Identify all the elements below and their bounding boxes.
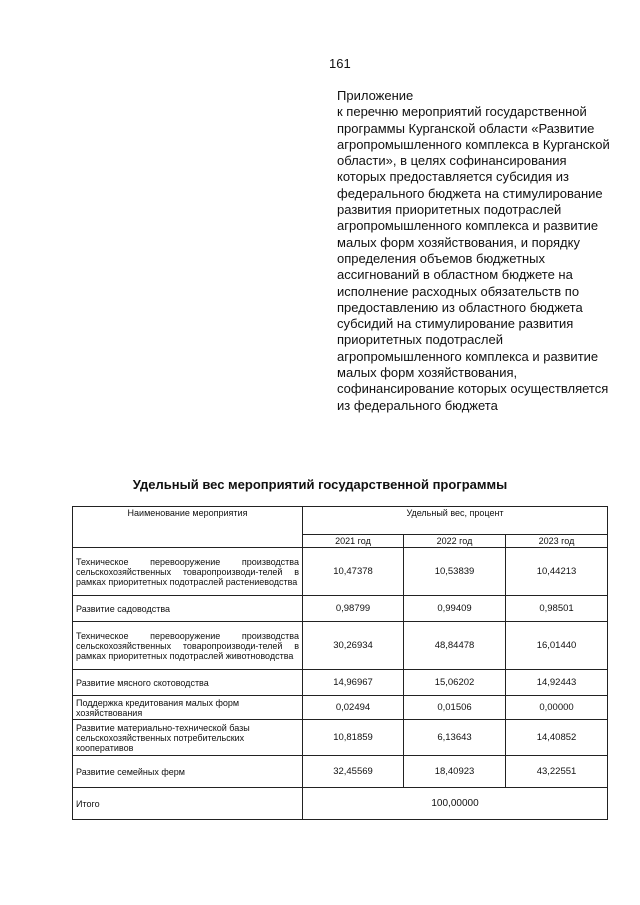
table-row — [73, 720, 608, 756]
table-row — [73, 596, 608, 622]
column-header-year-2: 2022 год — [404, 535, 506, 548]
row-value-2023: 16,01440 — [506, 622, 608, 670]
weights-table — [72, 506, 608, 820]
row-value-2023: 14,92443 — [506, 670, 608, 696]
column-header-name: Наименование мероприятия — [73, 507, 303, 548]
column-header-year-1: 2021 год — [303, 535, 404, 548]
row-name: Техническое перевооружение производства сельскохозяйственных товаропроизводи-телей в рамках приоритетных подотраслей животноводства — [73, 622, 303, 670]
row-value-2022: 15,06202 — [404, 670, 506, 696]
column-header-weight: Удельный вес, процент — [303, 507, 608, 535]
row-value-2021: 10,81859 — [303, 720, 404, 756]
table-row — [73, 622, 608, 670]
row-value-2022: 18,40923 — [404, 756, 506, 788]
page-number: 161 — [329, 56, 351, 71]
row-name: Развитие садоводства — [73, 596, 303, 622]
appendix-text: к перечню мероприятий государственной программы Курганской области «Развитие агропромышленного комплекса в Курганской области», в целях софинансирования которых предоставляется субсидия из федерального бюджета на стимулирование развития приоритетных подотраслей агропромышленного комплекса и развитие малых форм хозяйствования, и порядку определения объемов бюджетных ассигнований в областном бюджете на исполнение расходных обязательств по предоставлению из областного бюджета субсидий на стимулирование развития приоритетных подотраслей агропромышленного комплекса и развитие малых форм хозяйствования, софинансирование которых осуществляется из федерального бюджета — [337, 104, 610, 413]
table-row — [73, 548, 608, 596]
row-name: Техническое перевооружение производства сельскохозяйственных товаропроизводи-телей в рамках приоритетных подотраслей растениеводства — [73, 548, 303, 596]
total-value: 100,00000 — [303, 788, 608, 820]
column-header-year-3: 2023 год — [506, 535, 608, 548]
row-value-2023: 0,00000 — [506, 696, 608, 720]
row-name: Поддержка кредитования малых форм хозяйствования — [73, 696, 303, 720]
table-row — [73, 670, 608, 696]
row-value-2021: 14,96967 — [303, 670, 404, 696]
total-label: Итого — [73, 788, 303, 820]
row-value-2021: 0,98799 — [303, 596, 404, 622]
row-value-2022: 0,01506 — [404, 696, 506, 720]
row-value-2023: 0,98501 — [506, 596, 608, 622]
row-name: Развитие мясного скотоводства — [73, 670, 303, 696]
appendix-title: Приложение — [337, 88, 414, 103]
row-value-2021: 0,02494 — [303, 696, 404, 720]
row-value-2023: 43,22551 — [506, 756, 608, 788]
row-value-2022: 6,13643 — [404, 720, 506, 756]
table-heading: Удельный вес мероприятий государственной программы — [132, 477, 508, 492]
row-value-2023: 14,40852 — [506, 720, 608, 756]
row-value-2022: 48,84478 — [404, 622, 506, 670]
row-name: Развитие семейных ферм — [73, 756, 303, 788]
table-total-row — [73, 788, 608, 820]
row-name: Развитие материально-технической базы сельскохозяйственных потребительских кооперативов — [73, 720, 303, 756]
row-value-2022: 10,53839 — [404, 548, 506, 596]
row-value-2021: 30,26934 — [303, 622, 404, 670]
row-value-2021: 10,47378 — [303, 548, 404, 596]
appendix-note — [337, 88, 612, 414]
row-value-2023: 10,44213 — [506, 548, 608, 596]
row-value-2022: 0,99409 — [404, 596, 506, 622]
row-value-2021: 32,45569 — [303, 756, 404, 788]
table-row — [73, 756, 608, 788]
table-row — [73, 696, 608, 720]
